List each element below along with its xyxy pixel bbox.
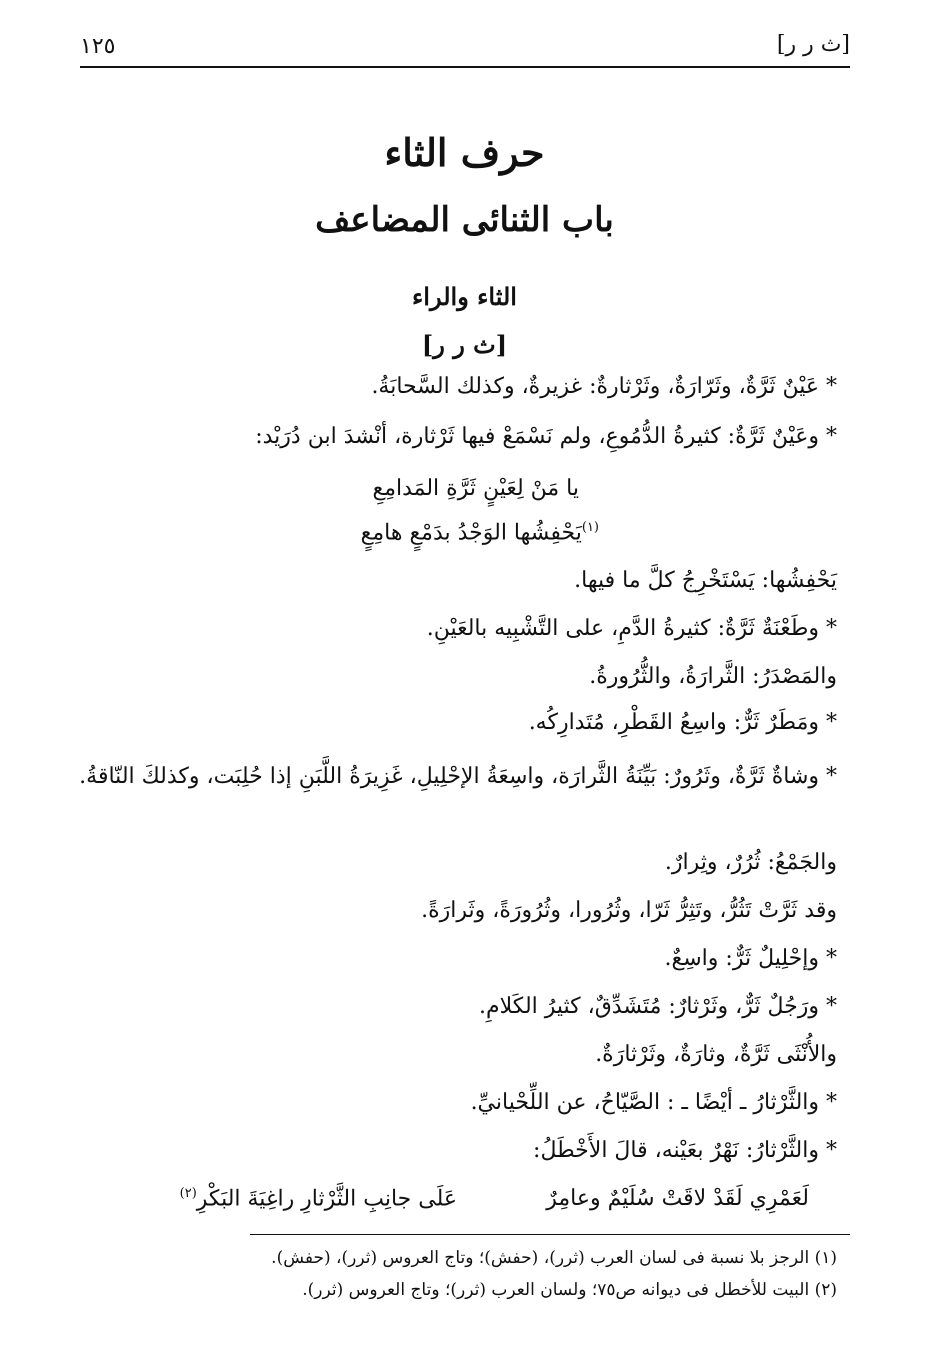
header-rule — [80, 66, 850, 68]
text-line: والأُنْثَى ثَرَّةٌ، وثارَةٌ، وثَرْثارَةٌ. — [595, 1042, 837, 1067]
verse-hemistich-2 — [180, 1186, 457, 1211]
footnote-mark: (١) — [581, 520, 599, 535]
text-line: * والثَّرْثارُ ـ أيْضًا ـ : الصَّيّاحُ، عن اللِّحْيانيِّ. — [470, 1090, 837, 1115]
text-line: * وعَيْنٌ ثَرَّةٌ: كثيرةُ الدُّمُوعِ، ولم نَسْمَعْ فيها ثَرْثارة، أنْشدَ ابن دُرَيْد: — [255, 424, 837, 449]
chapter-title: حرف الثاء — [384, 130, 545, 175]
verse-text: عَلَى جانِبِ الثَّرْثارِ راغِيَةَ البَكْرِ — [196, 1186, 457, 1212]
text-paragraph: * وشاةٌ ثَرَّةٌ، وثَرُورٌ: بَيِّنَةُ الثَّرارَة، واسِعَةُ الإحْلِيلِ، غَزِيرَةُ اللَّبَنِ إذا حُلِبَت، وكذلكَ النّاقةُ. — [79, 764, 837, 789]
text-line: * ومَطَرٌ ثَرٌّ: واسِعُ القَطْرِ، مُتَدارِكُه. — [528, 710, 837, 735]
verse-line: يا مَنْ لِعَيْنٍ ثَرَّةِ المَدامِعِ — [372, 476, 579, 501]
verse-line — [361, 520, 599, 545]
verse-hemistich-1: لَعَمْرِي لَقَدْ لاقَتْ سُلَيْمٌ وعامِرٌ — [546, 1186, 809, 1211]
footnote: (١) الرجز بلا نسبة فى لسان العرب (ثرر)، (حفش)؛ وتاج العروس (ثرر)، (حفش). — [271, 1248, 837, 1268]
section-title: باب الثنائى المضاعف — [315, 200, 614, 240]
verse-text: يَحْفِشُها الوَجْدُ بدَمْعٍ هامِعٍ — [360, 520, 582, 546]
text-line: وقد ثَرَّتْ تَثُرُّ، وتَثِرُّ ثَرّا، وثُرُورا، وثُرُورَةً، وثَرارَةً. — [421, 898, 837, 923]
text-line: * ورَجُلٌ ثَرٌّ، وثَرْثارٌ: مُتَشَدِّقٌ، كثيرُ الكَلامِ. — [479, 994, 837, 1019]
text-line: * والثَّرْثارُ: نَهْرٌ بعَيْنه، قالَ الأَخْطَلُ: — [533, 1138, 837, 1163]
text-line: * وطَعْنَةٌ ثَرَّةٌ: كثيرةُ الدَّمِ، على التَّشْبِيه بالعَيْنِ. — [426, 616, 837, 641]
page-number: ١٢٥ — [80, 34, 116, 59]
footnote: (٢) البيت للأخطل فى ديوانه ص٧٥؛ ولسان العرب (ثرر)؛ وتاج العروس (ثرر). — [302, 1280, 837, 1300]
text-line: * وإحْلِيلٌ ثَرٌّ: واسِعٌ. — [664, 946, 837, 971]
text-line: والمَصْدَرُ: الثَّرارَةُ، والثُّرُورةُ. — [589, 664, 837, 689]
text-line: يَحْفِشُها: يَسْتَخْرِجُ كلَّ ما فيها. — [574, 568, 837, 593]
text-line: والجَمْعُ: ثُرُرٌ، وثِرارٌ. — [664, 850, 837, 875]
subsection-title: الثاء والراء — [412, 282, 517, 311]
entry-heading: [ث ر ر] — [421, 330, 508, 359]
text-line: * عَيْنٌ ثَرَّةٌ، وثَرّارَةٌ، وثَرْثارةٌ: غزيرةٌ، وكذلك السَّحابَةُ. — [371, 374, 837, 399]
footnote-rule — [250, 1234, 850, 1235]
page-header — [80, 30, 850, 70]
running-head: [ث ر ر] — [776, 32, 850, 57]
footnote-mark: (٢) — [179, 1186, 197, 1201]
